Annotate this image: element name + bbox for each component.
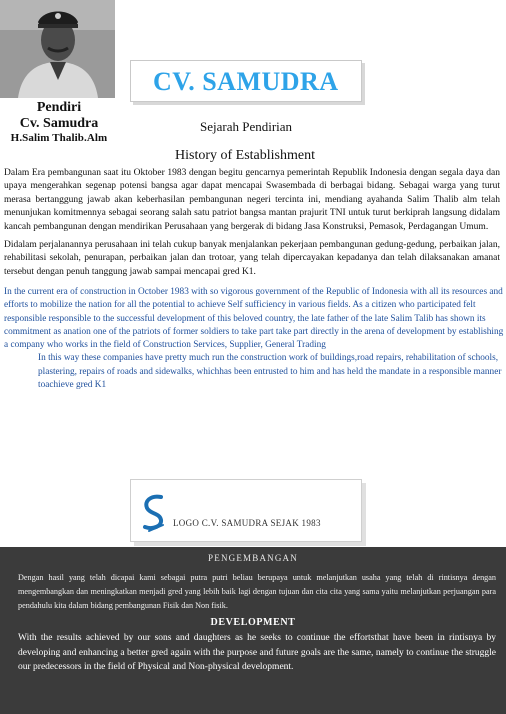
development-heading-id: PENGEMBANGAN <box>208 553 298 563</box>
development-text-en: With the results achieved by our sons and daughters as he seeks to continue the effortsthat have been in rintisnya by developing and enhancing a better gred again with the purpose and future goals are the same, namely to continue the struggle our predecessors in the field of Physical and Non-physical development. <box>18 633 496 672</box>
subtitle-english: History of Establishment <box>175 148 315 163</box>
logo-caption: LOGO C.V. SAMUDRA SEJAK 1983 <box>173 518 321 528</box>
company-title-box <box>130 60 362 102</box>
history-paragraph-id-2: Didalam perjalanannya perusahaan ini telah cukup banyak menjalankan pekerjaan pembangunan gedung-gedung, perbaikan jalan, rehabilitasi sekolah, penurapan, perbaikan jalan dan trotoar, yang telah dipercayakan kepadanya dan telah dilaksanakan amanat tersebut dengan penuh tanggung jawab sampai mencapai gred K1. <box>4 240 500 277</box>
founder-caption <box>0 100 118 145</box>
history-paragraph-id-1: Dalam Era pembangunan saat itu Oktober 1983 dengan begitu gencarnya pemerintah Republik Indonesia dengan segala daya dan upaya mengerahkan segenap potensi bangsa agar dapat mencapai Swasembada di berbagai bidang. Sebagai warga yang turut merasa bertanggung jawab akan keberhasilan pembangunan negeri tercinta ini, mendiang ayahanda Salim Thalib alm telah menunjukan komitmennya sebagai seorang salah satu patriot bangsa mantan prajurit TNI untuk turut berkiprah langsung didalam kancah pembangunan dengan mendirikan Perusahaan yang bergerak di bidang Jasa Konstruksi, Pemasok, Perdagangan Umum. <box>4 168 500 232</box>
company-title: CV. SAMUDRA <box>153 67 339 96</box>
development-heading-en: DEVELOPMENT <box>210 617 296 628</box>
subtitle-indonesian: Sejarah Pendirian <box>200 119 293 134</box>
founder-name: H.Salim Thalib.Alm <box>10 132 108 145</box>
history-paragraph-en-2: In this way these companies have pretty much run the construction work of buildings,road repairs, rehabilitation of schools, plastering, repairs of roads and sidewalks, whichhas been entrusted to him and has held the mandate in a responsible manner toachieve gred K1 <box>38 353 502 391</box>
founder-company: Cv. Samudra <box>19 116 99 132</box>
founder-role: Pendiri <box>36 100 82 115</box>
history-paragraph-en-1: In the current era of construction in October 1983 with so vigorous government of the Republic of Indonesia with all its resources and efforts to mobilize the nation for all the potential to achieve Self sufficiency in various fields. As a citizen who participated felt responsible responsible to the successful development of this beloved country, the late father of the late Salim Talib has shown its commitment as anation one of the patriots of former soldiers to take part take part directly in the arena of development by establishing a company who works in the field of Construction Services, Supplier, General Trading <box>4 287 504 351</box>
founder-portrait-icon <box>0 0 115 98</box>
founder-photo <box>0 0 115 98</box>
samudra-s-logo-icon <box>141 493 167 533</box>
development-section <box>0 547 506 714</box>
history-english <box>4 286 504 392</box>
logo-box <box>130 479 362 542</box>
development-text-id: Dengan hasil yang telah dicapai kami sebagai putra putri beliau berupaya untuk melanjutkan usaha yang telah di rintisnya dengan mengembangkan dan meningkatkan menjadi gred yang lebih baik lagi dengan tujuan dan cita cita yang sama yaitu melanjutkan perjuangan para pendahulu kita dalam bidang pembangunan Fisik dan Non fisik. <box>18 573 496 611</box>
